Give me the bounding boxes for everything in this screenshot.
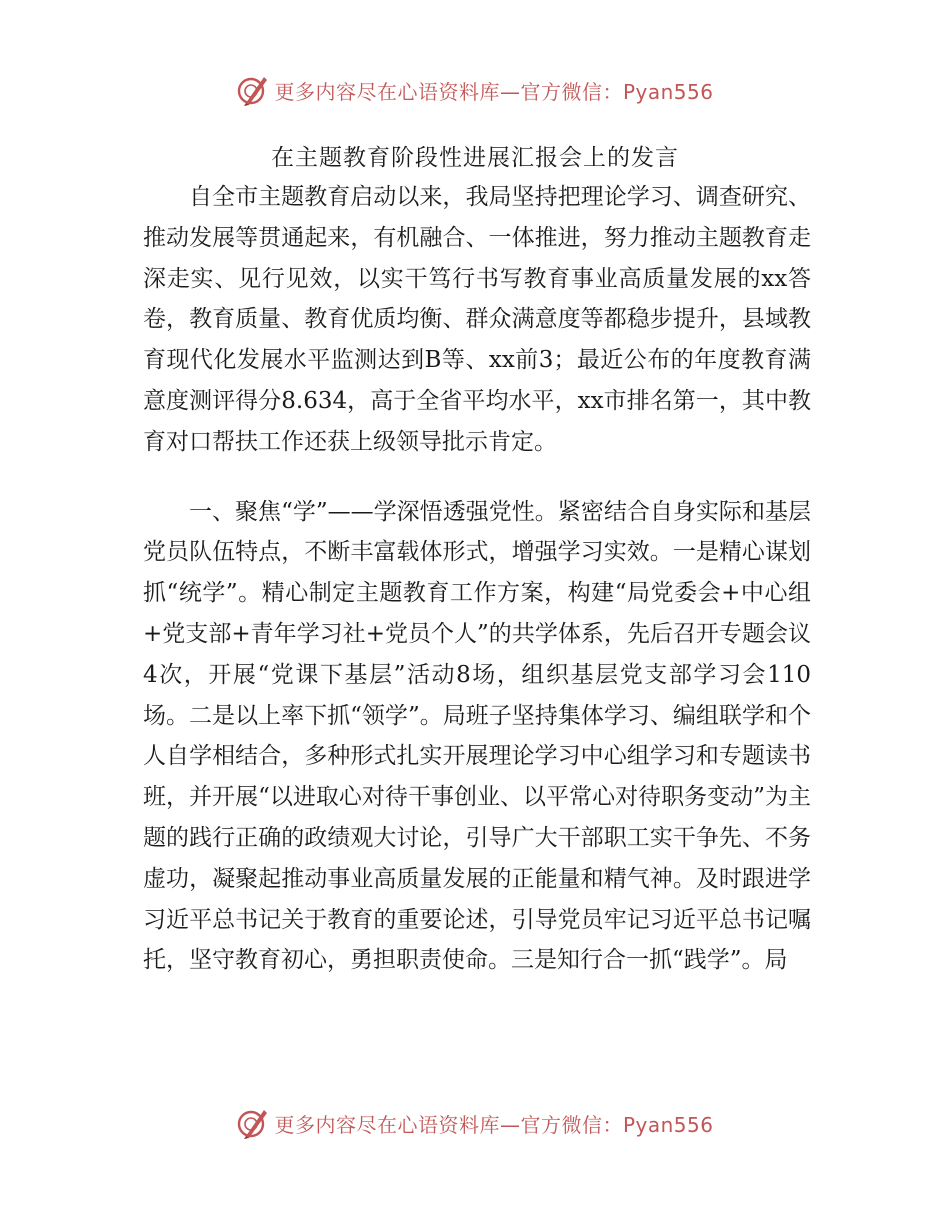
paragraph-section-one: 一、聚焦“学”——学深悟透强党性。紧密结合自身实际和基层党员队伍特点，不断丰富载体形式，增强学习实效。一是精心谋划抓“统学”。精心制定主题教育工作方案，构建“局党委会+中心组+党支部+青年学习社+党员个人”的共学体系，先后召开专题会议4次，开展“党课下基层”活动8场，组织基层党支部学习会110场。二是以上率下抓“领学”。局班子坚持集体学习、编组联学和个人自学相结合，多种形式扎实开展理论学习中心组学习和专题读书班，并开展“以进取心对待干事创业、以平常心对待职务变动”为主题的践行正确的政绩观大讨论，引导广大干部职工实干争先、不务虚功，凝聚起推动事业高质量发展的正能量和精气神。及时跟进学习近平总书记关于教育的重要论述，引导党员牢记习近平总书记嘱托，坚守教育初心，勇担职责使命。三是知行合一抓“践学”。局 — [143, 498, 811, 974]
banner-text: 更多内容尽在心语资料库—官方微信：Pyan556 — [274, 1112, 714, 1137]
paragraph-intro: 自全市主题教育启动以来，我局坚持把理论学习、调查研究、推动发展等贯通起来，有机融合、一体推进，努力推动主题教育走深走实、见行见效，以实干笃行书写教育事业高质量发展的xx答卷，教育质量、教育优质均衡、群众满意度等都稳步提升，县域教育现代化发展水平监测达到B等、xx前3；最近公布的年度教育满意度测评得分8.634，高于全省平均水平，xx市排名第一，其中教育对口帮扶工作还获上级领导批示肯定。 — [143, 184, 811, 455]
footer-banner — [0, 1103, 950, 1143]
document-body — [143, 177, 811, 981]
header-banner — [0, 70, 950, 110]
banner-text: 更多内容尽在心语资料库—官方微信：Pyan556 — [274, 79, 714, 104]
pen-seal-logo-icon — [236, 73, 270, 107]
page-title: 在主题教育阶段性进展汇报会上的发言 — [271, 145, 679, 171]
pen-seal-logo-icon — [236, 1106, 270, 1140]
